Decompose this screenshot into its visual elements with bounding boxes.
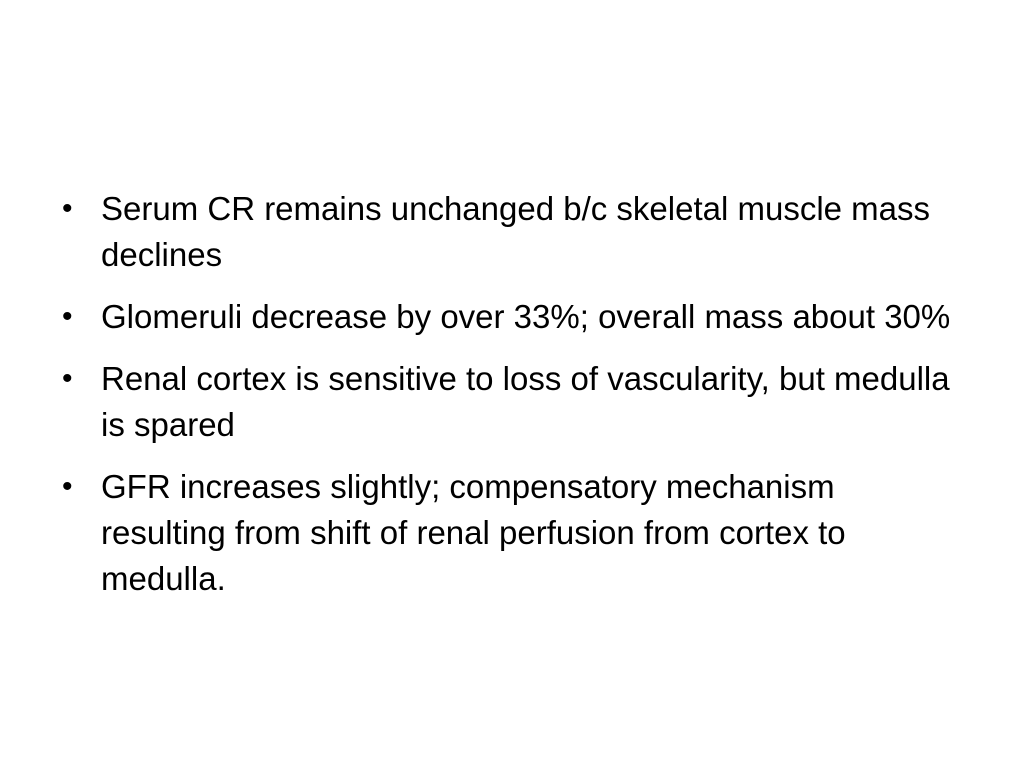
bullet-item (62, 294, 962, 340)
bullet-text: Renal cortex is sensitive to loss of vascularity, but medulla is spared (101, 360, 950, 443)
bullet-text: Serum CR remains unchanged b/c skeletal muscle mass declines (101, 190, 931, 273)
bullet-text: GFR increases slightly; compensatory mechanism resulting from shift of renal perfusion from cortex to medulla. (101, 468, 846, 597)
bullet-dot-icon: • (62, 470, 73, 503)
bullet-dot-icon: • (62, 300, 73, 333)
bullet-list (62, 186, 962, 618)
bullet-text: Glomeruli decrease by over 33%; overall mass about 30% (101, 298, 951, 335)
bullet-item (62, 464, 962, 602)
bullet-item (62, 356, 962, 448)
bullet-dot-icon: • (62, 192, 73, 225)
bullet-dot-icon: • (62, 362, 73, 395)
bullet-item (62, 186, 962, 278)
